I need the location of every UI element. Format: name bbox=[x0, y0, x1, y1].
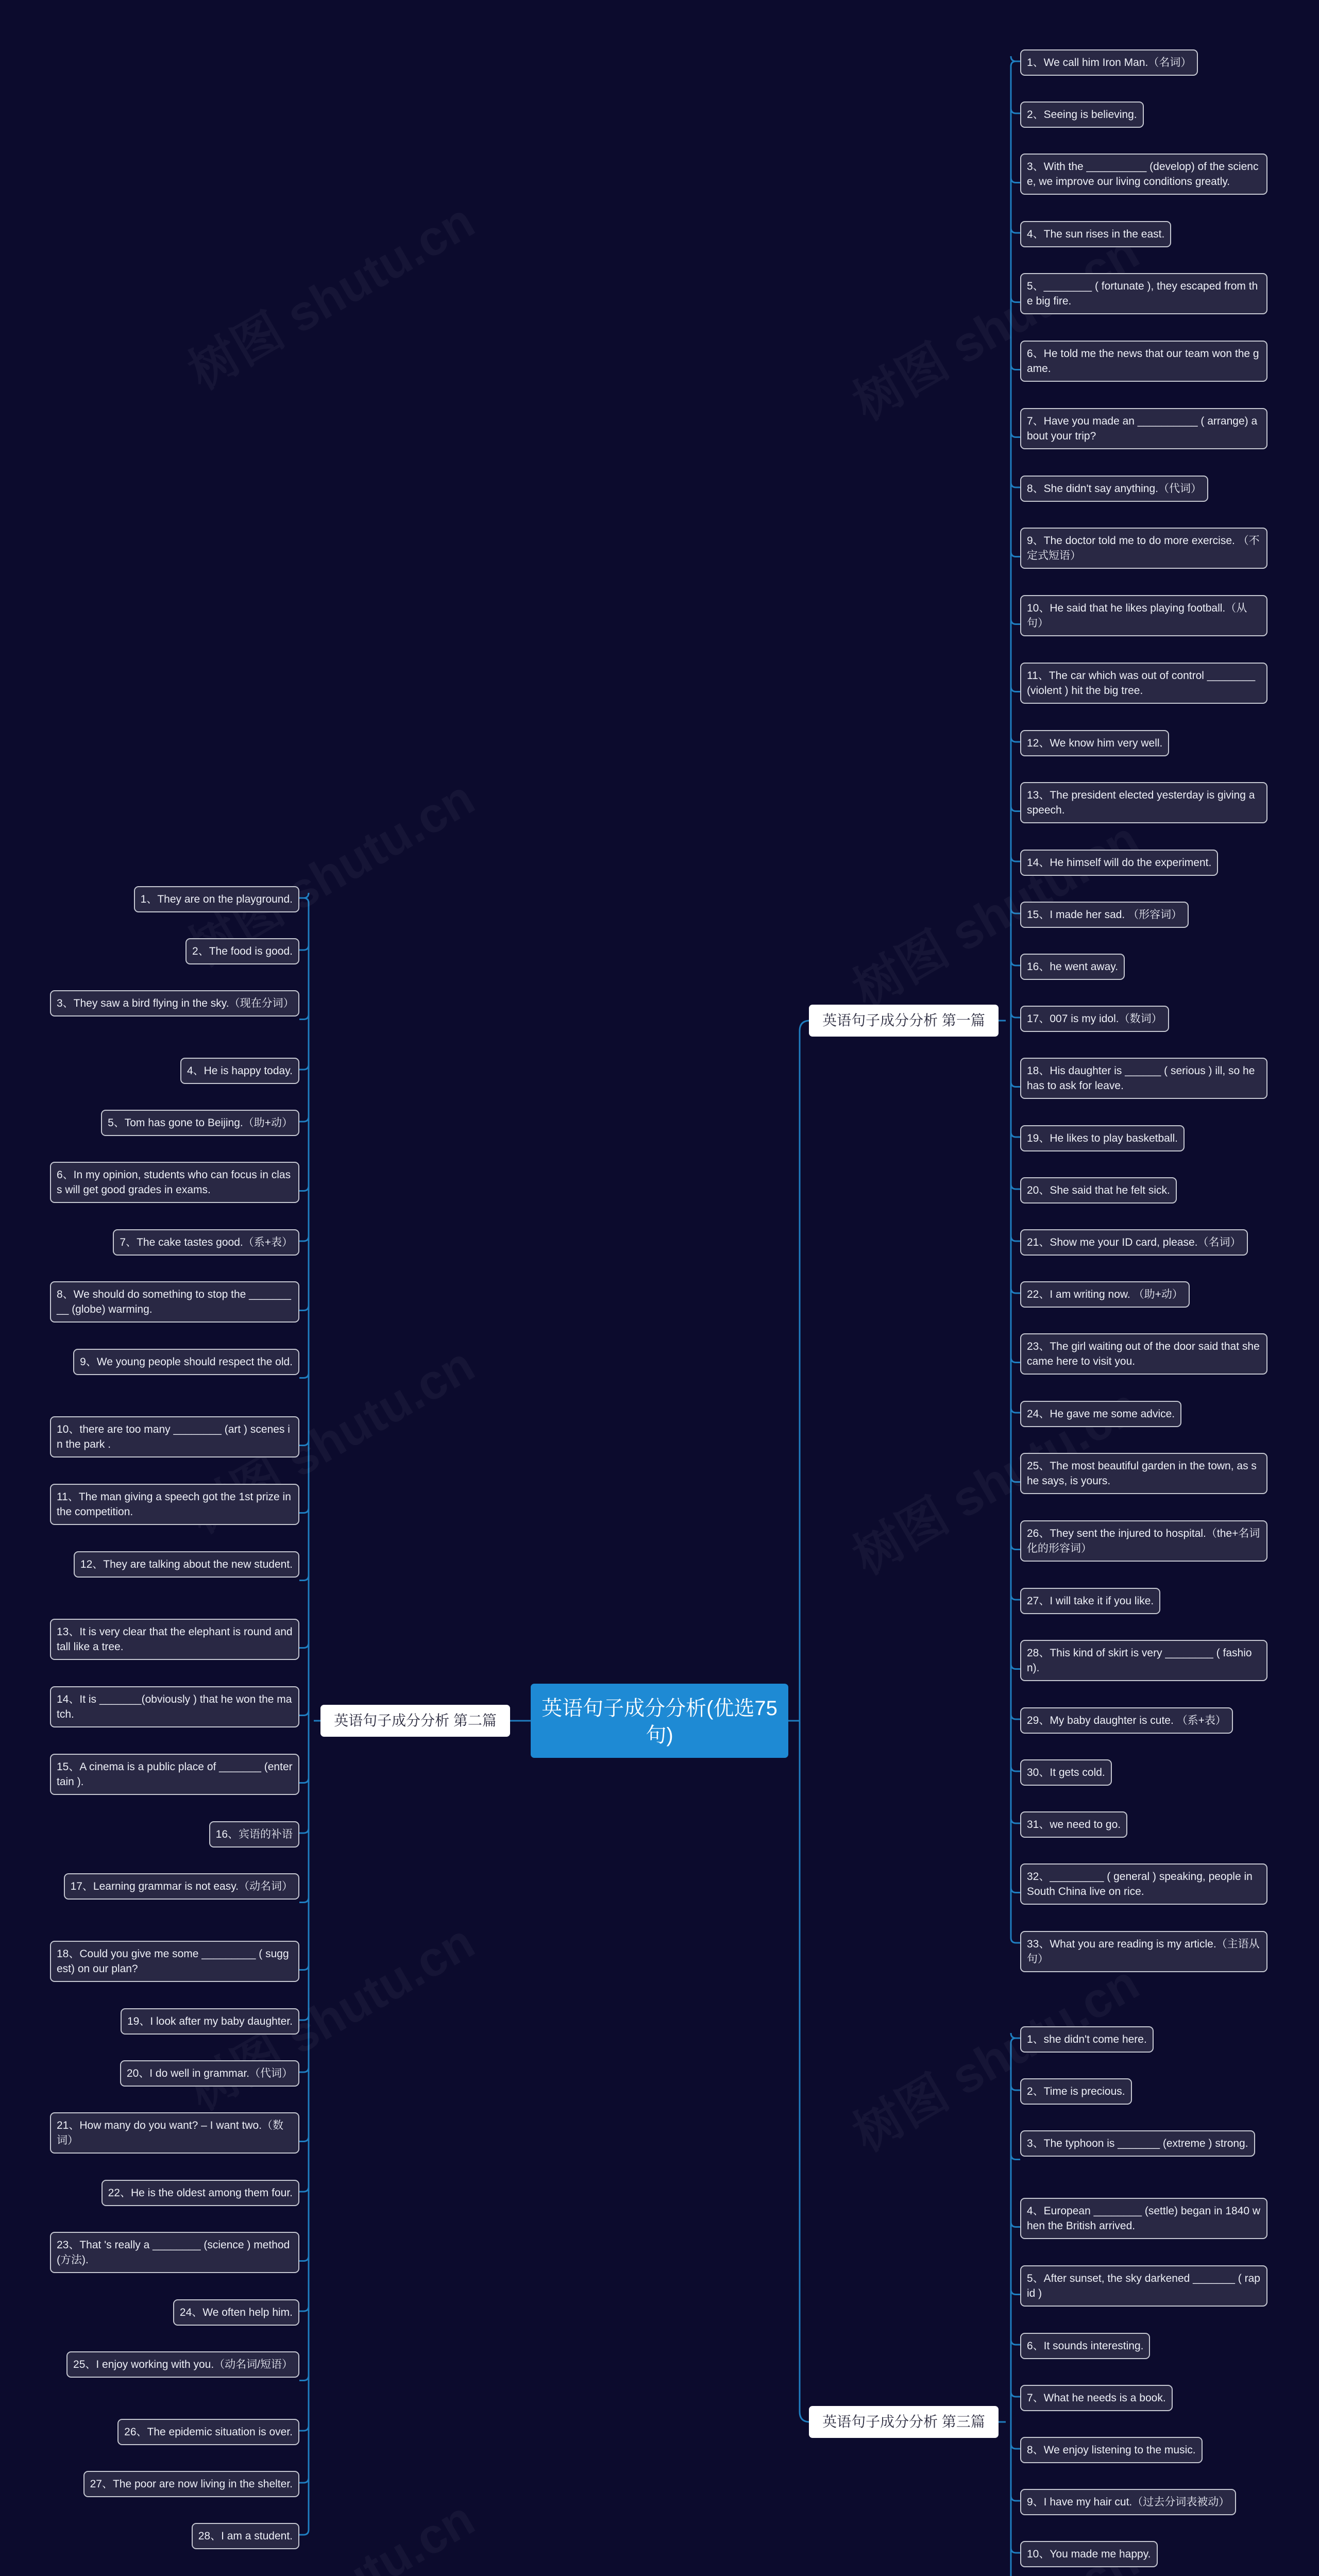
connector-line bbox=[1011, 2496, 1020, 2501]
leaf-sentence[interactable]: 5、After sunset, the sky darkened _______ ( rapid ) bbox=[1020, 2265, 1267, 2307]
leaf-sentence[interactable]: 21、How many do you want? – I want two.（数词） bbox=[50, 2112, 299, 2154]
leaf-sentence[interactable]: 23、The girl waiting out of the door said that she came here to visit you. bbox=[1020, 1333, 1267, 1375]
connector-line bbox=[299, 2426, 309, 2431]
connector-line bbox=[1011, 2548, 1020, 2553]
connector-line bbox=[1011, 61, 1016, 66]
leaf-sentence[interactable]: 32、_________ ( general ) speaking, people in South China live on rice. bbox=[1020, 1863, 1267, 1905]
leaf-sentence[interactable]: 28、This kind of skirt is very ________ ( fashion). bbox=[1020, 1640, 1267, 1681]
connector-line bbox=[299, 2376, 309, 2381]
leaf-sentence[interactable]: 4、European ________ (settle) began in 1840 when the British arrived. bbox=[1020, 2198, 1267, 2239]
leaf-sentence[interactable]: 27、I will take it if you like. bbox=[1020, 1588, 1160, 1614]
connector-line bbox=[1011, 2038, 1016, 2043]
connector-line bbox=[1011, 2085, 1020, 2090]
connector-line bbox=[299, 1897, 309, 1903]
connector-line bbox=[1011, 1595, 1020, 1600]
leaf-sentence[interactable]: 15、I made her sad. （形容词） bbox=[1020, 902, 1189, 928]
connector-line bbox=[1011, 365, 1020, 370]
connector-line bbox=[1011, 552, 1020, 557]
leaf-sentence[interactable]: 28、I am a student. bbox=[192, 2523, 299, 2549]
connector-line bbox=[299, 1828, 309, 1833]
connector-line bbox=[1011, 1358, 1020, 1363]
leaf-sentence[interactable]: 3、They saw a bird flying in the sky.（现在分词） bbox=[50, 990, 299, 1016]
leaf-sentence[interactable]: 7、What he needs is a book. bbox=[1020, 2385, 1173, 2411]
connector-line bbox=[1011, 482, 1020, 487]
connector-line bbox=[299, 2530, 309, 2535]
leaf-sentence[interactable]: 11、The man giving a speech got the 1st prize in the competition. bbox=[50, 1484, 299, 1525]
leaf-sentence[interactable]: 1、she didn't come here. bbox=[1020, 2026, 1154, 2053]
branch-node-part-1[interactable]: 英语句子成分分析 第一篇 bbox=[809, 1005, 999, 1037]
connector-line bbox=[299, 945, 309, 950]
connector-line bbox=[1011, 1938, 1020, 1943]
leaf-sentence[interactable]: 20、I do well in grammar.（代词） bbox=[120, 2060, 299, 2087]
leaf-sentence[interactable]: 17、Learning grammar is not easy.（动名词） bbox=[64, 1873, 299, 1900]
connector-line bbox=[1011, 908, 1020, 913]
connector-line bbox=[1011, 1012, 1020, 1018]
leaf-sentence[interactable]: 14、It is _______(obviously ) that he won the match. bbox=[50, 1686, 299, 1727]
leaf-sentence[interactable]: 26、The epidemic situation is over. bbox=[117, 2419, 299, 2445]
connector-line bbox=[299, 2478, 309, 2483]
connector-line bbox=[299, 1064, 309, 1070]
leaf-sentence[interactable]: 15、A cinema is a public place of _______ (entertain ). bbox=[50, 1754, 299, 1795]
connector-line bbox=[800, 1021, 810, 1031]
leaf-sentence[interactable]: 1、They are on the playground. bbox=[134, 886, 299, 912]
connector-line bbox=[1011, 619, 1020, 624]
leaf-sentence[interactable]: 2、Time is precious. bbox=[1020, 2078, 1132, 2105]
connector-line bbox=[299, 1575, 309, 1581]
connector-line bbox=[299, 1965, 309, 1970]
leaf-sentence[interactable]: 24、We often help him. bbox=[173, 2299, 299, 2326]
leaf-sentence[interactable]: 13、The president elected yesterday is giving a speech. bbox=[1020, 782, 1267, 823]
connector-line bbox=[299, 1643, 309, 1648]
leaf-sentence[interactable]: 11、The car which was out of control ________ (violent ) hit the big tree. bbox=[1020, 663, 1267, 704]
connector-line bbox=[299, 1014, 309, 1020]
leaf-sentence[interactable]: 16、he went away. bbox=[1020, 954, 1125, 980]
leaf-sentence[interactable]: 7、Have you made an __________ ( arrange) about your trip? bbox=[1020, 408, 1267, 449]
leaf-sentence[interactable]: 18、His daughter is ______ ( serious ) ill, so he has to ask for leave. bbox=[1020, 1058, 1267, 1099]
connector-line bbox=[1011, 432, 1020, 437]
leaf-sentence[interactable]: 33、What you are reading is my article.（主语从句） bbox=[1020, 1931, 1267, 1972]
connector-line bbox=[1011, 1714, 1020, 1719]
connector-line bbox=[1011, 2444, 1020, 2449]
leaf-sentence[interactable]: 23、That 's really a ________ (science ) method(方法). bbox=[50, 2232, 299, 2273]
leaf-sentence[interactable]: 10、there are too many ________ (art ) scenes in the park . bbox=[50, 1416, 299, 1458]
connector-line bbox=[1011, 1184, 1020, 1189]
connector-line bbox=[1011, 1236, 1020, 1241]
connector-line bbox=[1011, 960, 1020, 965]
connector-line bbox=[299, 1508, 309, 1513]
leaf-sentence[interactable]: 17、007 is my idol.（数词） bbox=[1020, 1006, 1169, 1032]
leaf-sentence[interactable]: 8、She didn't say anything.（代词） bbox=[1020, 476, 1208, 502]
connector-line bbox=[1011, 1082, 1020, 1087]
connector-line bbox=[1011, 228, 1020, 233]
connector-line bbox=[299, 1710, 309, 1716]
connector-line bbox=[1011, 856, 1020, 861]
leaf-sentence[interactable]: 6、He told me the news that our team won the game. bbox=[1020, 341, 1267, 382]
leaf-sentence[interactable]: 2、The food is good. bbox=[185, 938, 299, 964]
leaf-sentence[interactable]: 25、I enjoy working with you.（动名词/短语） bbox=[66, 2351, 299, 2378]
leaf-sentence[interactable]: 24、He gave me some advice. bbox=[1020, 1401, 1181, 1427]
leaf-sentence[interactable]: 6、It sounds interesting. bbox=[1020, 2333, 1150, 2359]
leaf-sentence[interactable]: 21、Show me your ID card, please.（名词） bbox=[1020, 1229, 1248, 1256]
leaf-sentence[interactable]: 5、________ ( fortunate ), they escaped from the big fire. bbox=[1020, 273, 1267, 314]
leaf-sentence[interactable]: 5、Tom has gone to Beijing.（助+动） bbox=[101, 1110, 299, 1136]
connector-line bbox=[1011, 108, 1020, 113]
leaf-sentence[interactable]: 1、We call him Iron Man.（名词） bbox=[1020, 49, 1198, 76]
connector-line bbox=[299, 893, 309, 898]
connector-line bbox=[1011, 1545, 1020, 1550]
connector-line bbox=[299, 1778, 309, 1783]
leaf-sentence[interactable]: 8、We enjoy listening to the music. bbox=[1020, 2437, 1203, 2463]
leaf-sentence[interactable]: 4、The sun rises in the east. bbox=[1020, 221, 1171, 247]
connector-line bbox=[1011, 2033, 1020, 2038]
leaf-sentence[interactable]: 8、We should do something to stop the _________ (globe) warming. bbox=[50, 1281, 299, 1323]
root-node[interactable]: 英语句子成分分析(优选75句) bbox=[531, 1684, 788, 1758]
connector-line bbox=[1011, 806, 1020, 811]
leaf-sentence[interactable]: 19、I look after my baby daughter. bbox=[121, 2008, 299, 2035]
connector-line bbox=[1011, 2155, 1020, 2160]
leaf-sentence[interactable]: 12、They are talking about the new student. bbox=[74, 1551, 299, 1578]
connector-line bbox=[1011, 2222, 1020, 2227]
connector-line bbox=[1011, 1818, 1020, 1823]
connector-line bbox=[299, 1373, 309, 1378]
connector-line bbox=[1011, 1664, 1020, 1669]
leaf-sentence[interactable]: 9、We young people should respect the old. bbox=[73, 1349, 299, 1375]
leaf-sentence[interactable]: 18、Could you give me some _________ ( suggest) on our plan? bbox=[50, 1941, 299, 1982]
leaf-sentence[interactable]: 27、The poor are now living in the shelter. bbox=[83, 2471, 299, 2497]
leaf-sentence[interactable]: 16、宾语的补语 bbox=[209, 1821, 299, 1848]
leaf-sentence[interactable]: 25、The most beautiful garden in the town, as she says, is yours. bbox=[1020, 1453, 1267, 1494]
branch-node-part-3[interactable]: 英语句子成分分析 第三篇 bbox=[809, 2406, 999, 2438]
connector-line bbox=[800, 2412, 810, 2422]
connector-line bbox=[299, 1186, 309, 1191]
leaf-sentence[interactable]: 14、He himself will do the experiment. bbox=[1020, 850, 1218, 876]
connector-line bbox=[1011, 687, 1020, 692]
connector-line bbox=[1011, 56, 1020, 61]
leaf-sentence[interactable]: 29、My baby daughter is cute. （系+表） bbox=[1020, 1707, 1233, 1734]
connector-line bbox=[299, 1306, 309, 1311]
connector-line bbox=[299, 2256, 309, 2261]
leaf-sentence[interactable]: 3、The typhoon is _______ (extreme ) strong. bbox=[1020, 2130, 1255, 2157]
leaf-sentence[interactable]: 22、I am writing now. （助+动） bbox=[1020, 1281, 1190, 1308]
connector-line bbox=[299, 1236, 309, 1241]
connector-line bbox=[299, 1116, 309, 1122]
connector-line bbox=[1011, 2290, 1020, 2295]
connector-line bbox=[1011, 1408, 1020, 1413]
branch-node-part-2[interactable]: 英语句子成分分析 第二篇 bbox=[320, 1705, 510, 1737]
connector-line bbox=[1011, 178, 1020, 183]
connector-line bbox=[1011, 737, 1020, 742]
leaf-sentence[interactable]: 12、We know him very well. bbox=[1020, 730, 1169, 756]
leaf-sentence[interactable]: 20、She said that he felt sick. bbox=[1020, 1177, 1177, 1204]
leaf-sentence[interactable]: 30、It gets cold. bbox=[1020, 1759, 1112, 1786]
connector-line bbox=[1011, 2340, 1020, 2345]
leaf-sentence[interactable]: 31、we need to go. bbox=[1020, 1811, 1127, 1838]
connector-line bbox=[299, 2137, 309, 2142]
leaf-sentence[interactable]: 19、He likes to play basketball. bbox=[1020, 1125, 1185, 1151]
leaf-sentence[interactable]: 3、With the __________ (develop) of the science, we improve our living conditions greatly. bbox=[1020, 154, 1267, 195]
leaf-sentence[interactable]: 13、It is very clear that the elephant is round and tall like a tree. bbox=[50, 1619, 299, 1660]
connector-line bbox=[1011, 1288, 1020, 1293]
connector-line bbox=[299, 2187, 309, 2192]
connector-line bbox=[1011, 1477, 1020, 1482]
leaf-sentence[interactable]: 26、They sent the injured to hospital.（the+名词化的形容词） bbox=[1020, 1520, 1267, 1562]
connector-line bbox=[299, 1440, 309, 1446]
connector-line bbox=[1011, 2392, 1020, 2397]
leaf-sentence[interactable]: 10、You made me happy. bbox=[1020, 2541, 1158, 2567]
leaf-sentence[interactable]: 6、In my opinion, students who can focus in class will get good grades in exams. bbox=[50, 1162, 299, 1203]
connector-line bbox=[1011, 1766, 1020, 1771]
connector-line bbox=[1011, 1132, 1020, 1137]
connector-line bbox=[299, 2067, 309, 2072]
leaf-sentence[interactable]: 7、The cake tastes good.（系+表） bbox=[113, 1229, 299, 1256]
leaf-sentence[interactable]: 22、He is the oldest among them four. bbox=[102, 2180, 299, 2206]
connector-line bbox=[299, 2306, 309, 2311]
connector-line bbox=[299, 2015, 309, 2020]
leaf-sentence[interactable]: 4、He is happy today. bbox=[180, 1058, 299, 1084]
leaf-sentence[interactable]: 9、I have my hair cut.（过去分词表被动） bbox=[1020, 2489, 1236, 2515]
leaf-sentence[interactable]: 2、Seeing is believing. bbox=[1020, 101, 1144, 128]
connector-line bbox=[1011, 297, 1020, 302]
leaf-sentence[interactable]: 9、The doctor told me to do more exercise. （不定式短语） bbox=[1020, 528, 1267, 569]
leaf-sentence[interactable]: 10、He said that he likes playing football.（从句） bbox=[1020, 595, 1267, 636]
connector-line bbox=[303, 898, 309, 903]
connector-line bbox=[1011, 1888, 1020, 1893]
